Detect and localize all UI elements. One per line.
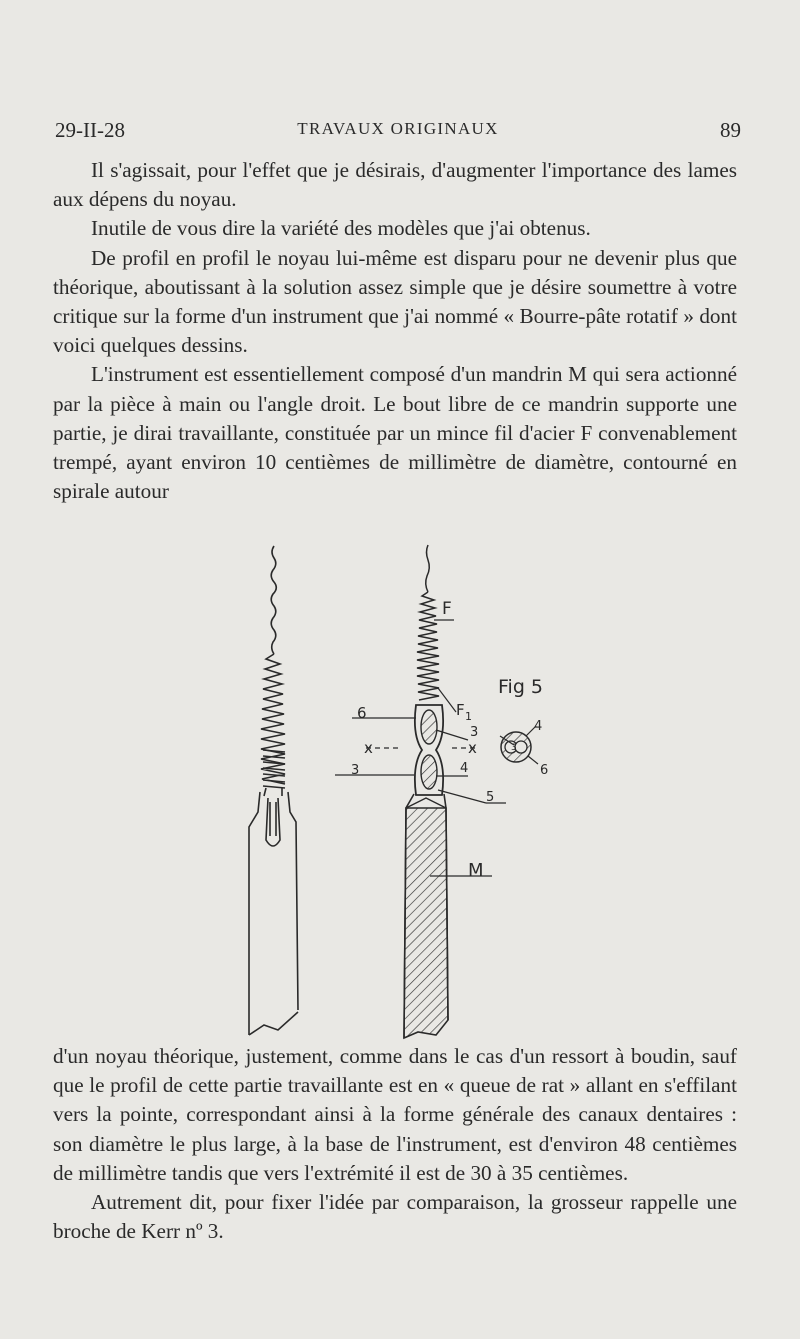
instrument-drawing [230, 540, 570, 1040]
section-title: TRAVAUX ORIGINAUX [297, 119, 499, 138]
body-text-top [53, 156, 737, 506]
paragraph: d'un noyau théorique, justement, comme dans le cas d'un ressort à boudin, sauf que le profil de cette partie travaillante est en « queue de rat » allant en s'effilant vers la pointe, correspondant ainsi à la forme générale des canaux dentaires : son diamètre le plus large, à la base de l'instrument, est d'environ 48 centièmes de millimètre tandis que vers l'extrémité il est de 30 à 35 centièmes. [53, 1044, 737, 1185]
label-f1-subscript: 1 [465, 710, 472, 723]
label-4: 4 [460, 761, 469, 776]
sectional-view-drawing [335, 545, 548, 1038]
label-3-right: 3 [470, 725, 479, 740]
paragraph: Inutile de vous dire la variété des modèles que j'ai obtenus. [91, 216, 591, 241]
label-m: M [468, 860, 484, 881]
label-section-4: 4 [534, 719, 543, 734]
page-number: 89 [720, 118, 741, 142]
body-text-bottom [53, 1042, 737, 1246]
label-5: 5 [486, 790, 495, 805]
label-section-6: 6 [540, 763, 549, 778]
paragraph: Autrement dit, pour fixer l'idée par comparaison, la grosseur rappelle une broche de Kerr nº 3. [53, 1190, 737, 1244]
label-f: F [442, 599, 452, 619]
cross-section-detail [500, 726, 538, 764]
external-view-drawing [249, 546, 298, 1035]
figure-5 [230, 540, 570, 1040]
figure-caption: Fig 5 [498, 676, 544, 698]
paragraph: De profil en profil le noyau lui-même est disparu pour ne devenir plus que théorique, aboutissant à la solution assez simple que je désire soumettre à votre critique sur la forme d'un instrument que j'ai nommé « Bourre-pâte rotatif » dont voici quelques dessins. [53, 245, 737, 358]
label-x-right: x [468, 739, 477, 757]
paragraph: Il s'agissait, pour l'effet que je désirais, d'augmenter l'importance des lames aux dépens du noyau. [53, 158, 737, 212]
paragraph: L'instrument est essentiellement composé d'un mandrin M qui sera actionné par la pièce à main ou l'angle droit. Le bout libre de ce mandrin supporte une partie, je dirai travaillante, constituée par un mince fil d'acier F convenablement trempé, ayant environ 10 centièmes de millimètre de diamètre, contourné en spirale autour [53, 362, 737, 504]
issue-date: 29-II-28 [55, 118, 125, 142]
label-section-3: 3 [511, 743, 517, 753]
running-head [55, 118, 741, 148]
label-3-left: 3 [351, 763, 360, 778]
label-f1: F [456, 701, 465, 719]
label-x-left: x [364, 739, 373, 757]
label-6: 6 [357, 704, 367, 722]
